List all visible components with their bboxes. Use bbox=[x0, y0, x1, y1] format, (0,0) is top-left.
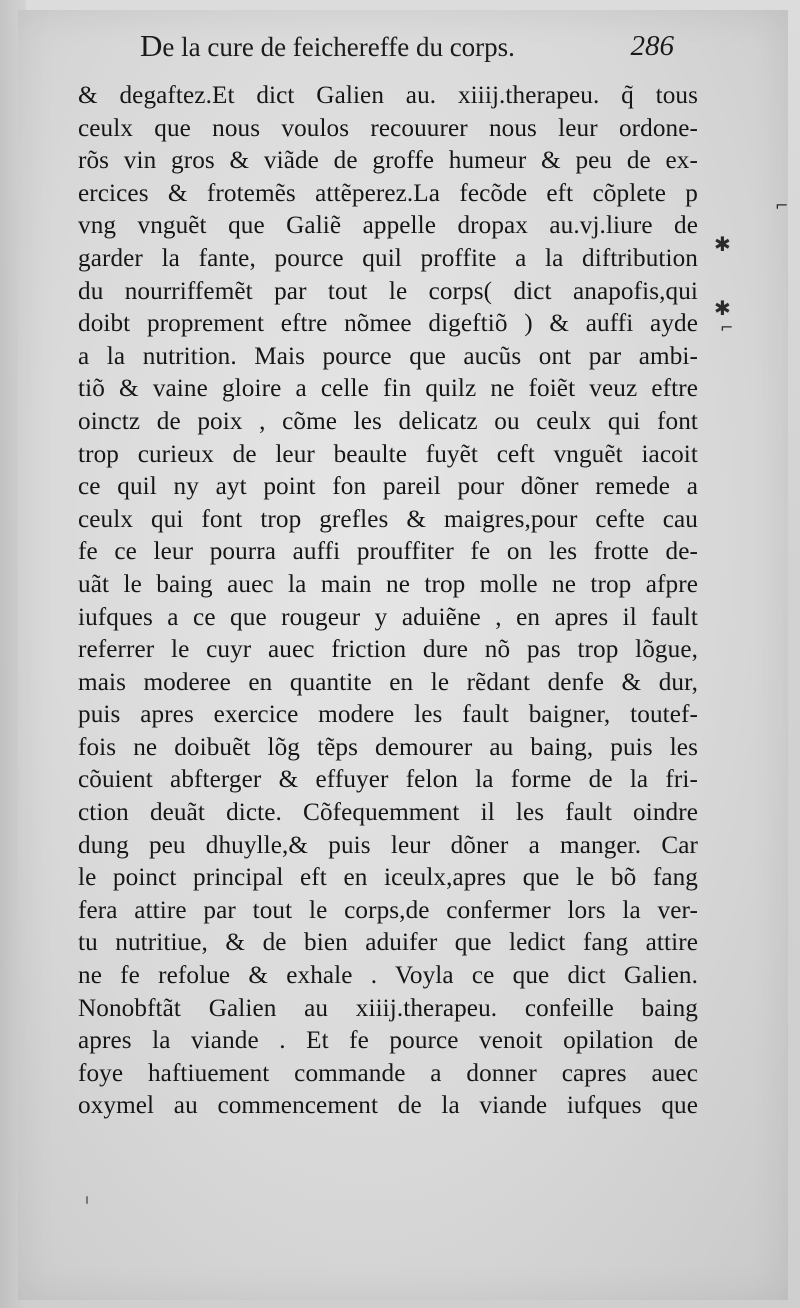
text-line: mais moderee en quantite en le rẽdant denfe & dur, bbox=[78, 668, 698, 696]
text-line: & degaftez.Et dict Galien au. xiiij.therapeu. q̃ tous bbox=[78, 82, 698, 109]
running-title-initial: D bbox=[140, 28, 163, 63]
text-line: tiõ & vaine gloire a celle fin quilz ne foiẽt veuz eftre bbox=[78, 375, 698, 403]
text-line: referrer le cuyr auec friction dure nõ pas trop lõgue, bbox=[78, 636, 698, 664]
text-line: du nourriffemẽt par tout le corps( dict anapofis,qui bbox=[78, 277, 698, 305]
text-line: ne fe refolue & exhale . Voyla ce que dict Galien. bbox=[78, 962, 698, 990]
text-line: ce quil ny ayt point fon pareil pour dõner remede a bbox=[78, 473, 698, 501]
text-line: a la nutrition. Mais pource que aucũs ont par ambi- bbox=[78, 342, 698, 370]
text-line: Nonobftãt Galien au xiiij.therapeu. confeille baing bbox=[78, 994, 698, 1022]
running-title bbox=[140, 28, 515, 64]
text-line: dung peu dhuylle,& puis leur dõner a manger. Car bbox=[78, 831, 698, 859]
text-line: fois ne doibuẽt lõg tẽps demourer au baing, puis les bbox=[78, 733, 698, 761]
text-line: iufques a ce que rougeur y aduiẽne , en apres il fault bbox=[78, 603, 698, 631]
margin-asterisk-mark: ✱ bbox=[714, 296, 731, 320]
text-line: oxymel au commencement de la viande iufques que bbox=[78, 1092, 698, 1120]
text-line: fera attire par tout le corps,de confermer lors la ver- bbox=[78, 896, 698, 924]
text-line: le poinct principal eft en iceulx,apres que le bõ fang bbox=[78, 864, 698, 892]
margin-mark: ⌐ bbox=[775, 196, 789, 215]
running-title-text: e la cure de feichereffe du corps. bbox=[162, 32, 515, 62]
text-line: apres la viande . Et fe pource venoit opilation de bbox=[78, 1027, 698, 1055]
text-line: ceulx que nous voulos recouurer nous leur ordone- bbox=[78, 114, 698, 142]
text-line: foye haftiuement commande a donner capres auec bbox=[78, 1059, 698, 1087]
text-line: ercices & frotemẽs attẽperez.La fecõde eft cõplete p bbox=[78, 179, 698, 207]
text-line: rõs vin gros & viãde de groffe humeur & peu de ex- bbox=[78, 147, 698, 175]
text-line: vng vnguẽt que Galiẽ appelle dropax au.vj.liure de bbox=[78, 212, 698, 240]
running-header bbox=[140, 28, 680, 72]
text-line: fe ce leur pourra auffi prouffiter fe on les frotte de- bbox=[78, 538, 698, 566]
text-line: garder la fante, pource quil proffite a la diftribution bbox=[78, 244, 698, 272]
text-line: ceulx qui font trop grefles & maigres,pour cefte cau bbox=[78, 505, 698, 533]
text-line: tu nutritiue, & de bien aduifer que ledict fang attire bbox=[78, 929, 698, 957]
text-line: trop curieux de leur beaulte fuyẽt ceft vnguẽt iacoit bbox=[78, 440, 698, 468]
text-line: doibt proprement eftre nõmee digeftiõ ) & auffi ayde bbox=[78, 310, 698, 338]
margin-asterisk-mark: ✱ bbox=[714, 232, 731, 256]
text-line: ction deuãt dicte. Cõfequemment il les fault oindre bbox=[78, 799, 698, 827]
text-line: cõuient abfterger & effuyer felon la forme de la fri- bbox=[78, 766, 698, 794]
paper-speck bbox=[86, 1196, 88, 1204]
text-line: puis apres exercice modere les fault baigner, toutef- bbox=[78, 701, 698, 729]
text-line: uãt le baing auec la main ne trop molle ne trop afpre bbox=[78, 570, 698, 598]
text-line: oinctz de poix , cõme les delicatz ou ceulx qui font bbox=[78, 407, 698, 435]
margin-mark: ⌐ bbox=[720, 318, 734, 337]
body-text bbox=[78, 80, 698, 1123]
page-number: 286 bbox=[630, 30, 674, 62]
